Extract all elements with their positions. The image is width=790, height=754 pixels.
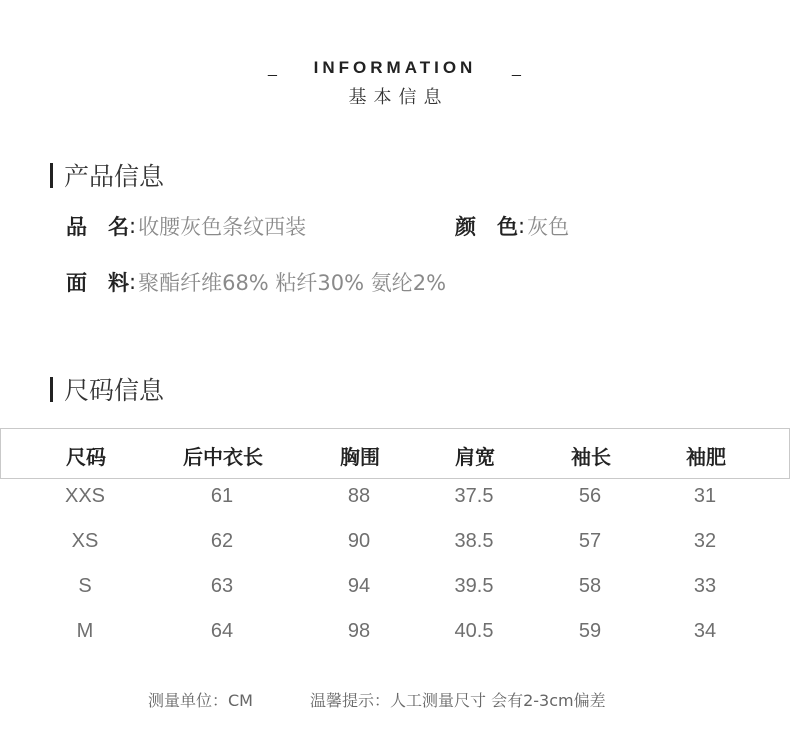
info-label-color: 颜 色 — [455, 215, 518, 239]
table-cell: 63 — [210, 575, 234, 597]
section-bar — [50, 163, 53, 188]
info-label-name: 品 名 — [66, 215, 129, 239]
column-header: 胸围 — [340, 445, 380, 469]
table-cell: 64 — [210, 620, 234, 642]
product-section-text: 产品信息 — [64, 162, 165, 191]
info-row-name — [66, 211, 306, 241]
column-header: 尺码 — [66, 445, 106, 469]
table-cell: 62 — [210, 530, 234, 552]
table-row — [0, 614, 790, 659]
table-cell: XXS — [64, 485, 106, 507]
size-section-text: 尺码信息 — [64, 376, 165, 405]
information-header — [0, 58, 790, 109]
table-header — [0, 428, 790, 479]
table-cell: 32 — [693, 530, 717, 552]
table-cell: 58 — [578, 575, 602, 597]
column-header: 袖肥 — [686, 445, 726, 469]
table-cell: 31 — [693, 485, 717, 507]
table-cell: 98 — [347, 620, 371, 642]
table-cell: 90 — [347, 530, 371, 552]
header-title-row — [0, 58, 790, 80]
table-cell: 40.5 — [454, 620, 494, 642]
info-colon: : — [518, 214, 526, 238]
table-cell: 37.5 — [454, 485, 494, 507]
table-cell: 33 — [693, 575, 717, 597]
table-row — [0, 524, 790, 569]
table-cell: 61 — [210, 485, 234, 507]
table-cell: 38.5 — [454, 530, 494, 552]
header-dash-right: _ — [512, 60, 521, 77]
table-cell: 34 — [693, 620, 717, 642]
header-title-en: INFORMATION — [313, 58, 477, 77]
info-value-color: 灰色 — [527, 215, 570, 239]
size-table — [0, 428, 790, 659]
table-cell: 59 — [578, 620, 602, 642]
table-cell: 57 — [578, 530, 602, 552]
info-label-fabric: 面 料 — [66, 271, 129, 295]
table-cell: M — [76, 620, 94, 642]
table-cell: 56 — [578, 485, 602, 507]
info-colon: : — [129, 270, 137, 294]
table-cell: S — [78, 575, 92, 597]
header-dash-left: _ — [268, 60, 277, 77]
column-header: 后中衣长 — [183, 445, 263, 469]
info-row-color — [455, 211, 569, 241]
column-header: 肩宽 — [455, 445, 495, 469]
table-row — [0, 479, 790, 524]
header-title-cn: 基本信息 — [348, 87, 449, 108]
size-section-title — [50, 371, 164, 407]
info-colon: : — [129, 214, 137, 238]
info-row-fabric — [66, 267, 446, 297]
table-cell: 39.5 — [454, 575, 494, 597]
measurement-tip: 温馨提示：人工测量尺寸 会有2-3cm偏差 — [310, 691, 606, 710]
table-row — [0, 569, 790, 614]
table-cell: 94 — [347, 575, 371, 597]
info-value-fabric: 聚酯纤维68% 粘纤30% 氨纶2% — [138, 271, 447, 295]
table-cell: XS — [71, 530, 99, 552]
info-value-name: 收腰灰色条纹西装 — [138, 215, 307, 239]
measurement-unit: 测量单位：CM — [148, 691, 253, 710]
column-header: 袖长 — [571, 445, 611, 469]
product-section-title — [50, 157, 164, 193]
table-cell: 88 — [347, 485, 371, 507]
section-bar — [50, 377, 53, 402]
